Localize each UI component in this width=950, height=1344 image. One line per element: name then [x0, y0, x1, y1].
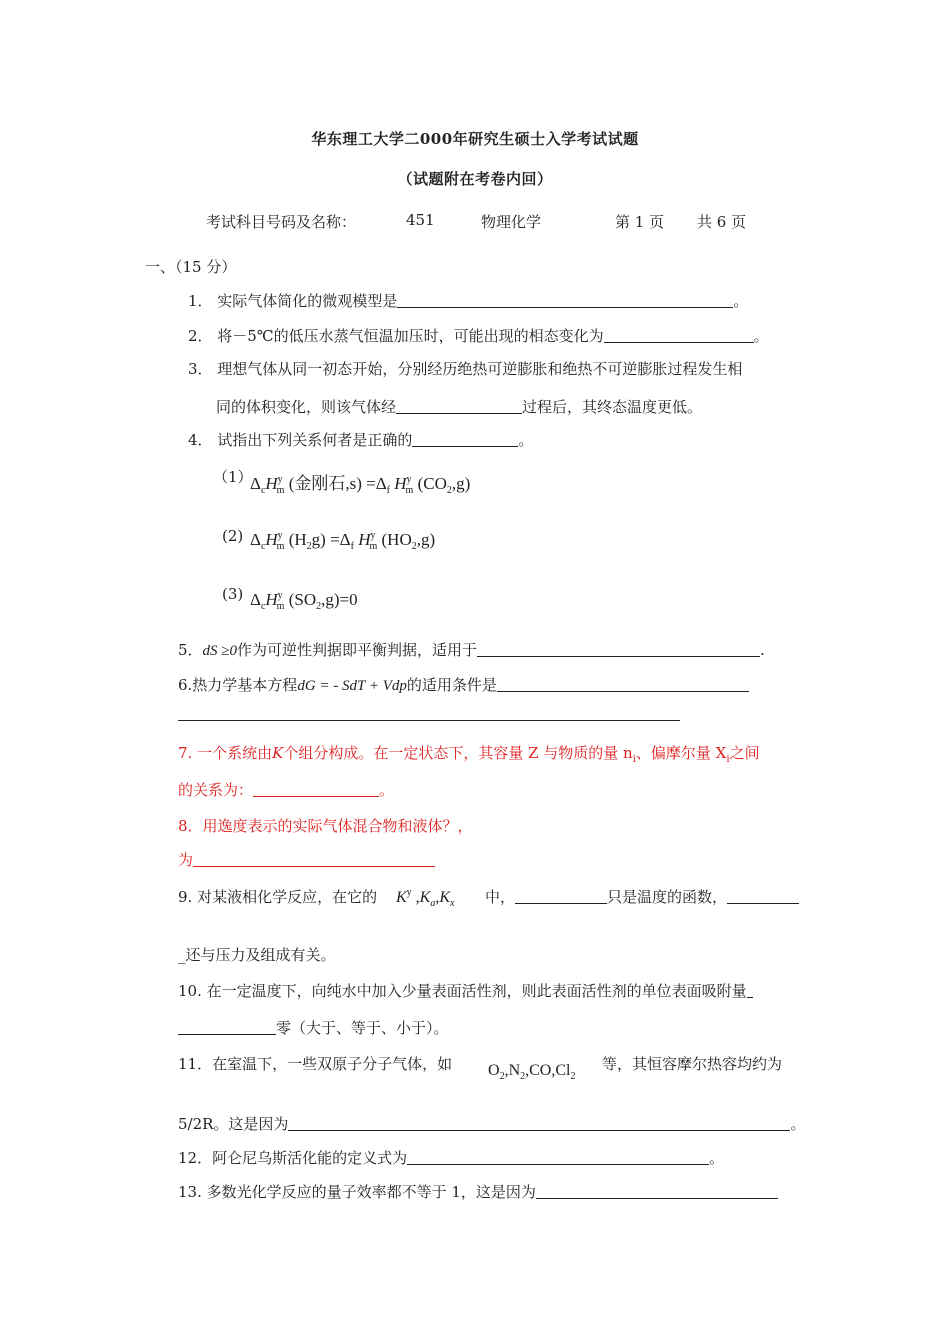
answer-blank-3[interactable] — [396, 399, 522, 414]
option-2-eq-b: g) = — [311, 530, 340, 549]
question-3-pre: 同的体积变化，则该气体经 — [216, 398, 397, 416]
option-1-eq-a: (金刚石,s) = — [288, 474, 376, 493]
answer-blank-8[interactable] — [193, 852, 435, 867]
question-13 — [178, 1181, 778, 1202]
question-11-line-2 — [178, 1113, 805, 1134]
question-7-relation: 的关系为： — [178, 781, 254, 799]
question-9-post: 中， — [485, 888, 516, 906]
question-9-mid: 只是温度的函数， — [607, 888, 728, 906]
question-11-reason: 5/2R。这是因为 — [178, 1115, 289, 1133]
question-5-text: 作为可逆性判据即平衡判据，适用于 — [237, 641, 478, 659]
question-11-end: 。 — [790, 1115, 806, 1133]
section-heading: 一、（15 分） — [145, 258, 237, 276]
question-9-rest — [485, 886, 799, 907]
question-1-end: 。 — [733, 292, 749, 310]
question-4 — [188, 429, 533, 450]
option-3-label: (3) — [222, 585, 244, 603]
question-7-sub-i: i — [632, 754, 636, 765]
page-number: 第 1 页 — [615, 213, 665, 231]
question-9-line-2: _还与压力及组成有关。 — [178, 946, 336, 964]
question-11-pre: 11．在室温下，一些双原子分子气体，如 — [178, 1055, 453, 1073]
question-2-text: 2． 将－5℃的低压水蒸气恒温加压时，可能出现的相态变化为 — [188, 327, 604, 345]
question-8-line-2 — [178, 849, 435, 870]
question-12-text: 12．阿仑尼乌斯活化能的定义式为 — [178, 1149, 408, 1167]
option-2-label: (2) — [222, 527, 244, 545]
answer-blank-6a[interactable] — [497, 677, 749, 692]
question-7-k: K — [272, 744, 284, 762]
option-2-eq-a: (H — [288, 530, 307, 549]
question-8-pre: 为 — [178, 851, 194, 869]
subject-label: 考试科目号码及名称： — [206, 213, 357, 231]
question-7-mid2: 、偏摩尔量 X — [635, 744, 727, 762]
question-12 — [178, 1147, 724, 1168]
question-10-line-2 — [178, 1017, 449, 1038]
question-8-line-1: 8．用逸度表示的实际气体混合物和液体？， — [178, 817, 473, 835]
question-9-constants: $K^y$ $,K_a,K_x$ — [396, 887, 455, 909]
question-3-line-1: 3． 理想气体从同一初态开始，分别经历绝热可逆膨胀和绝热不可逆膨胀过程发生相 — [188, 360, 743, 378]
answer-blank-12[interactable] — [407, 1150, 709, 1165]
question-7-line-2 — [178, 779, 394, 800]
answer-blank-5[interactable] — [477, 642, 760, 657]
answer-blank-13[interactable] — [536, 1184, 778, 1199]
answer-blank-11[interactable] — [288, 1116, 790, 1131]
option-3-equation: $\Delta_cH^y_m$ $(SO_2,g)=0$ — [250, 590, 358, 612]
question-7-sub-i2: i — [726, 754, 730, 765]
question-2-end: 。 — [753, 327, 769, 345]
answer-blank-1[interactable] — [397, 293, 733, 308]
question-5-number: 5． — [178, 641, 203, 659]
question-3-post: 过程后，其终态温度更低。 — [522, 398, 703, 416]
answer-blank-7[interactable] — [253, 782, 379, 797]
question-9-pre: 9. 对某液相化学反应，在它的 — [178, 888, 378, 906]
question-13-text: 13. 多数光化学反应的量子效率都不等于 1，这是因为 — [178, 1183, 536, 1201]
question-7-post: 之间 — [729, 744, 760, 762]
question-7-line-1 — [178, 742, 760, 765]
option-2-equation: $\Delta_cH^y_m$ $(H_2g) =\Delta_f$ $H^y_m$ $(HO_2,g)$ — [250, 530, 436, 552]
question-3-line-2 — [216, 396, 702, 417]
question-7-mid: 个组分构成。在一定状态下，其容量 Z 与物质的量 n — [283, 744, 633, 762]
exam-title: 华东理工大学二000年研究生硕士入学考试试题 — [311, 130, 639, 148]
question-2 — [188, 325, 769, 346]
answer-blank-6b[interactable] — [178, 720, 680, 721]
question-9 — [178, 886, 377, 907]
question-5-end: . — [760, 641, 765, 659]
option-2-eq-c: (HO — [381, 530, 412, 549]
question-11-molecules: $O_2,N_2,CO,Cl_2$ — [488, 1062, 576, 1082]
question-11-line-1 — [178, 1053, 452, 1074]
subject-code: 451 — [406, 211, 435, 229]
answer-blank-4[interactable] — [412, 432, 518, 447]
option-3-eq-a: (SO — [288, 590, 317, 609]
question-11-post: 等，其恒容摩尔热容均约为 — [602, 1055, 783, 1073]
answer-blank-10b[interactable] — [178, 1020, 276, 1035]
option-1-label: （1） — [213, 468, 253, 486]
question-7-pre: 7. 一个系统由 — [178, 744, 273, 762]
question-6-pre: 6.热力学基本方程 — [178, 676, 298, 694]
question-6 — [178, 674, 749, 695]
question-5-math: dS ≥0 — [202, 643, 238, 659]
question-10-text: 10. 在一定温度下，向纯水中加入少量表面活性剂，则此表面活性剂的单位表面吸附量 — [178, 982, 747, 1000]
option-3-eq-b: ,g)=0 — [321, 590, 358, 609]
question-1-text: 1． 实际气体简化的微观模型是 — [188, 292, 398, 310]
question-4-text: 4． 试指出下列关系何者是正确的 — [188, 431, 413, 449]
question-6-text: 的适用条件是 — [406, 676, 497, 694]
page-total: 共 6 页 — [697, 213, 747, 231]
subject-name: 物理化学 — [481, 213, 542, 231]
question-10-options: 零（大于、等于、小于）。 — [276, 1019, 449, 1037]
question-5 — [178, 639, 765, 660]
question-6-math: dG = - SdT + Vdp — [297, 678, 407, 694]
question-10-line-1 — [178, 980, 753, 1001]
answer-blank-9b[interactable] — [727, 889, 799, 904]
option-1-eq-b: (CO — [417, 474, 447, 493]
option-1-equation: $\Delta_cH^y_m$ (金刚石$,s) =\Delta_f$ $H^y_m$ $(CO_2,g)$ — [250, 474, 471, 496]
question-7-end: 。 — [379, 781, 395, 799]
answer-blank-2[interactable] — [604, 328, 754, 343]
answer-blank-10a[interactable] — [747, 983, 753, 998]
question-4-end: 。 — [518, 431, 534, 449]
option-1-eq-c: ,g) — [451, 474, 471, 493]
answer-blank-9a[interactable] — [515, 889, 607, 904]
option-2-eq-d: ,g) — [416, 530, 436, 549]
question-12-end: 。 — [709, 1149, 725, 1167]
exam-subtitle: （试题附在考卷内回） — [397, 170, 553, 188]
question-1 — [188, 290, 748, 311]
